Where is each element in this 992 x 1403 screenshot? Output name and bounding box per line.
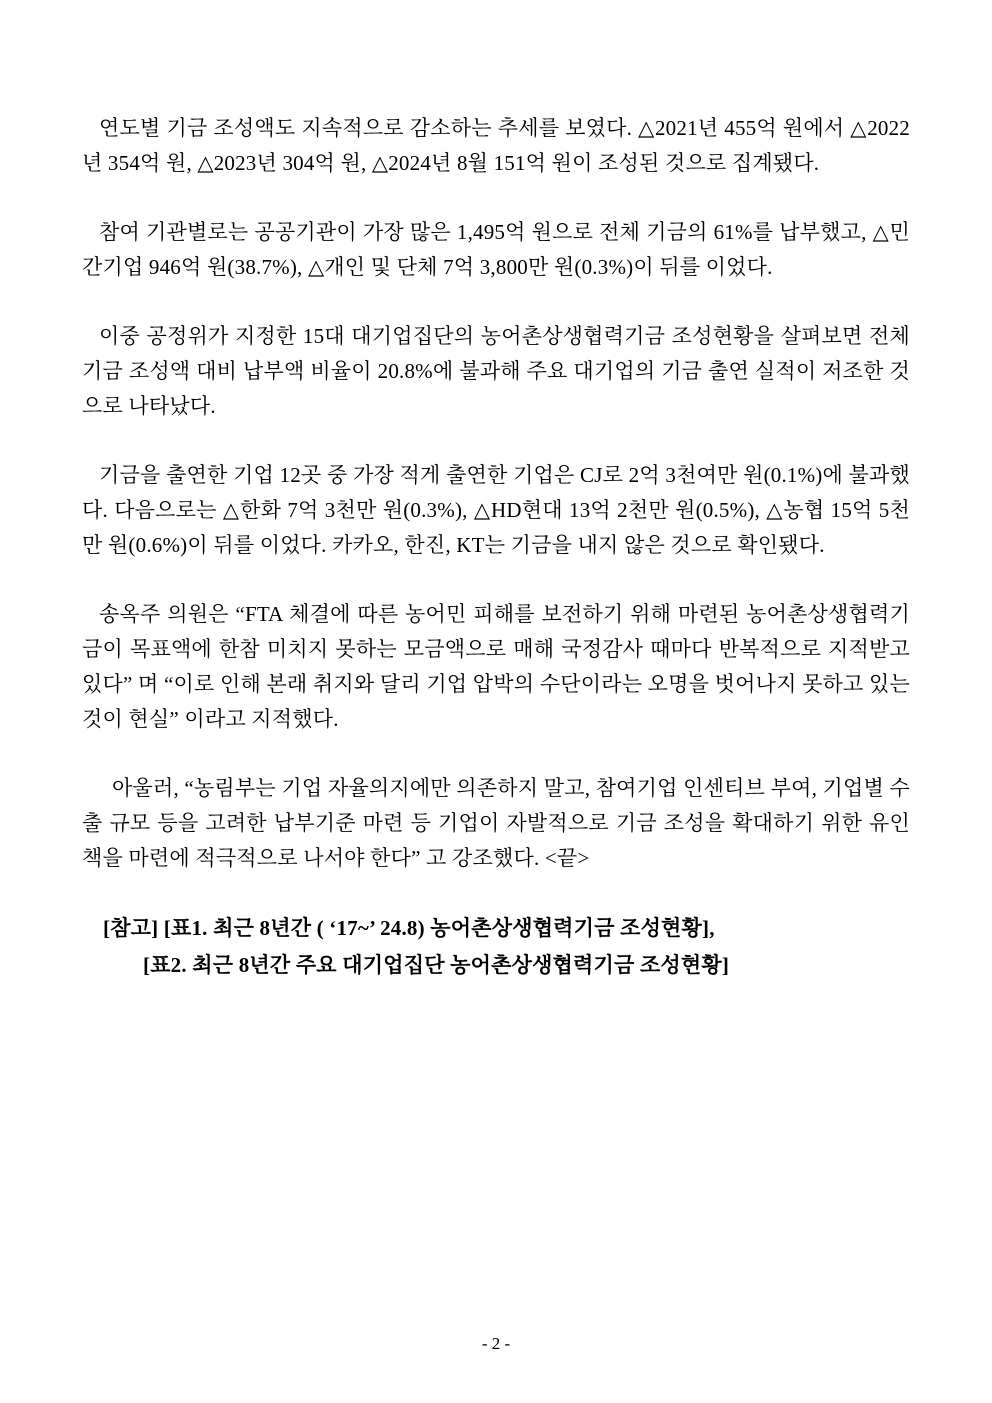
paragraph-yearly-fund-trend: 연도별 기금 조성액도 지속적으로 감소하는 추세를 보였다. △2021년 455억 원에서 △2022년 354억 원, △2023년 304억 원, △2024년 8월 151억 원이 조성된 것으로 집계됐다. (82, 116, 910, 175)
paragraph-contributors-by-type: 참여 기관별로는 공공기관이 가장 많은 1,495억 원으로 전체 기금의 61%를 납부했고, △민간기업 946억 원(38.7%), △개인 및 단체 7억 3,800만 원(0.3%)이 뒤를 이었다. (82, 220, 910, 279)
paragraph-lowest-contributors: 기금을 출연한 기업 12곳 중 가장 적게 출연한 기업은 CJ로 2억 3천여만 원(0.1%)에 불과했다. 다음으로는 △한화 7억 3천만 원(0.3%), △HD현대 13억 2천만 원(0.5%), △농협 15억 5천만 원(0.6%)이 뒤를 이었다. 카카오, 한진, KT는 기금을 내지 않은 것으로 확인됐다. (82, 463, 910, 557)
paragraph-lawmaker-quote-2: 아울러, “농림부는 기업 자율의지에만 의존하지 말고, 참여기업 인센티브 부여, 기업별 수출 규모 등을 고려한 납부기준 마련 등 기업이 자발적으로 기금 조성을 확대하기 위한 유인책을 마련에 적극적으로 나서야 한다” 고 강조했다. <끝> (82, 776, 910, 870)
document-body (82, 0, 910, 984)
paragraph-lawmaker-quote-1: 송옥주 의원은 “FTA 체결에 따른 농어민 피해를 보전하기 위해 마련된 농어촌상생협력기금이 목표액에 한참 미치지 못하는 모금액으로 매해 국정감사 때마다 반복적으로 지적받고 있다” 며 “이로 인해 본래 취지와 달리 기업 압박의 수단이라는 오명을 벗어나지 못하고 있는 것이 현실” 이라고 지적했다. (82, 602, 910, 731)
paragraph-top15-conglomerates: 이중 공정위가 지정한 15대 대기업집단의 농어촌상생협력기금 조성현황을 살펴보면 전체 기금 조성액 대비 납부액 비율이 20.8%에 불과해 주요 대기업의 기금 출연 실적이 저조한 것으로 나타났다. (82, 324, 910, 418)
reference-table1-line: [참고] [표1. 최근 8년간 ( ‘17~’ 24.8) 농어촌상생협력기금 조성현황], (103, 916, 715, 940)
page-number: - 2 - (481, 1334, 511, 1353)
reference-note (82, 910, 910, 984)
reference-table2-line: [표2. 최근 8년간 주요 대기업집단 농어촌상생협력기금 조성현황] (143, 953, 730, 977)
